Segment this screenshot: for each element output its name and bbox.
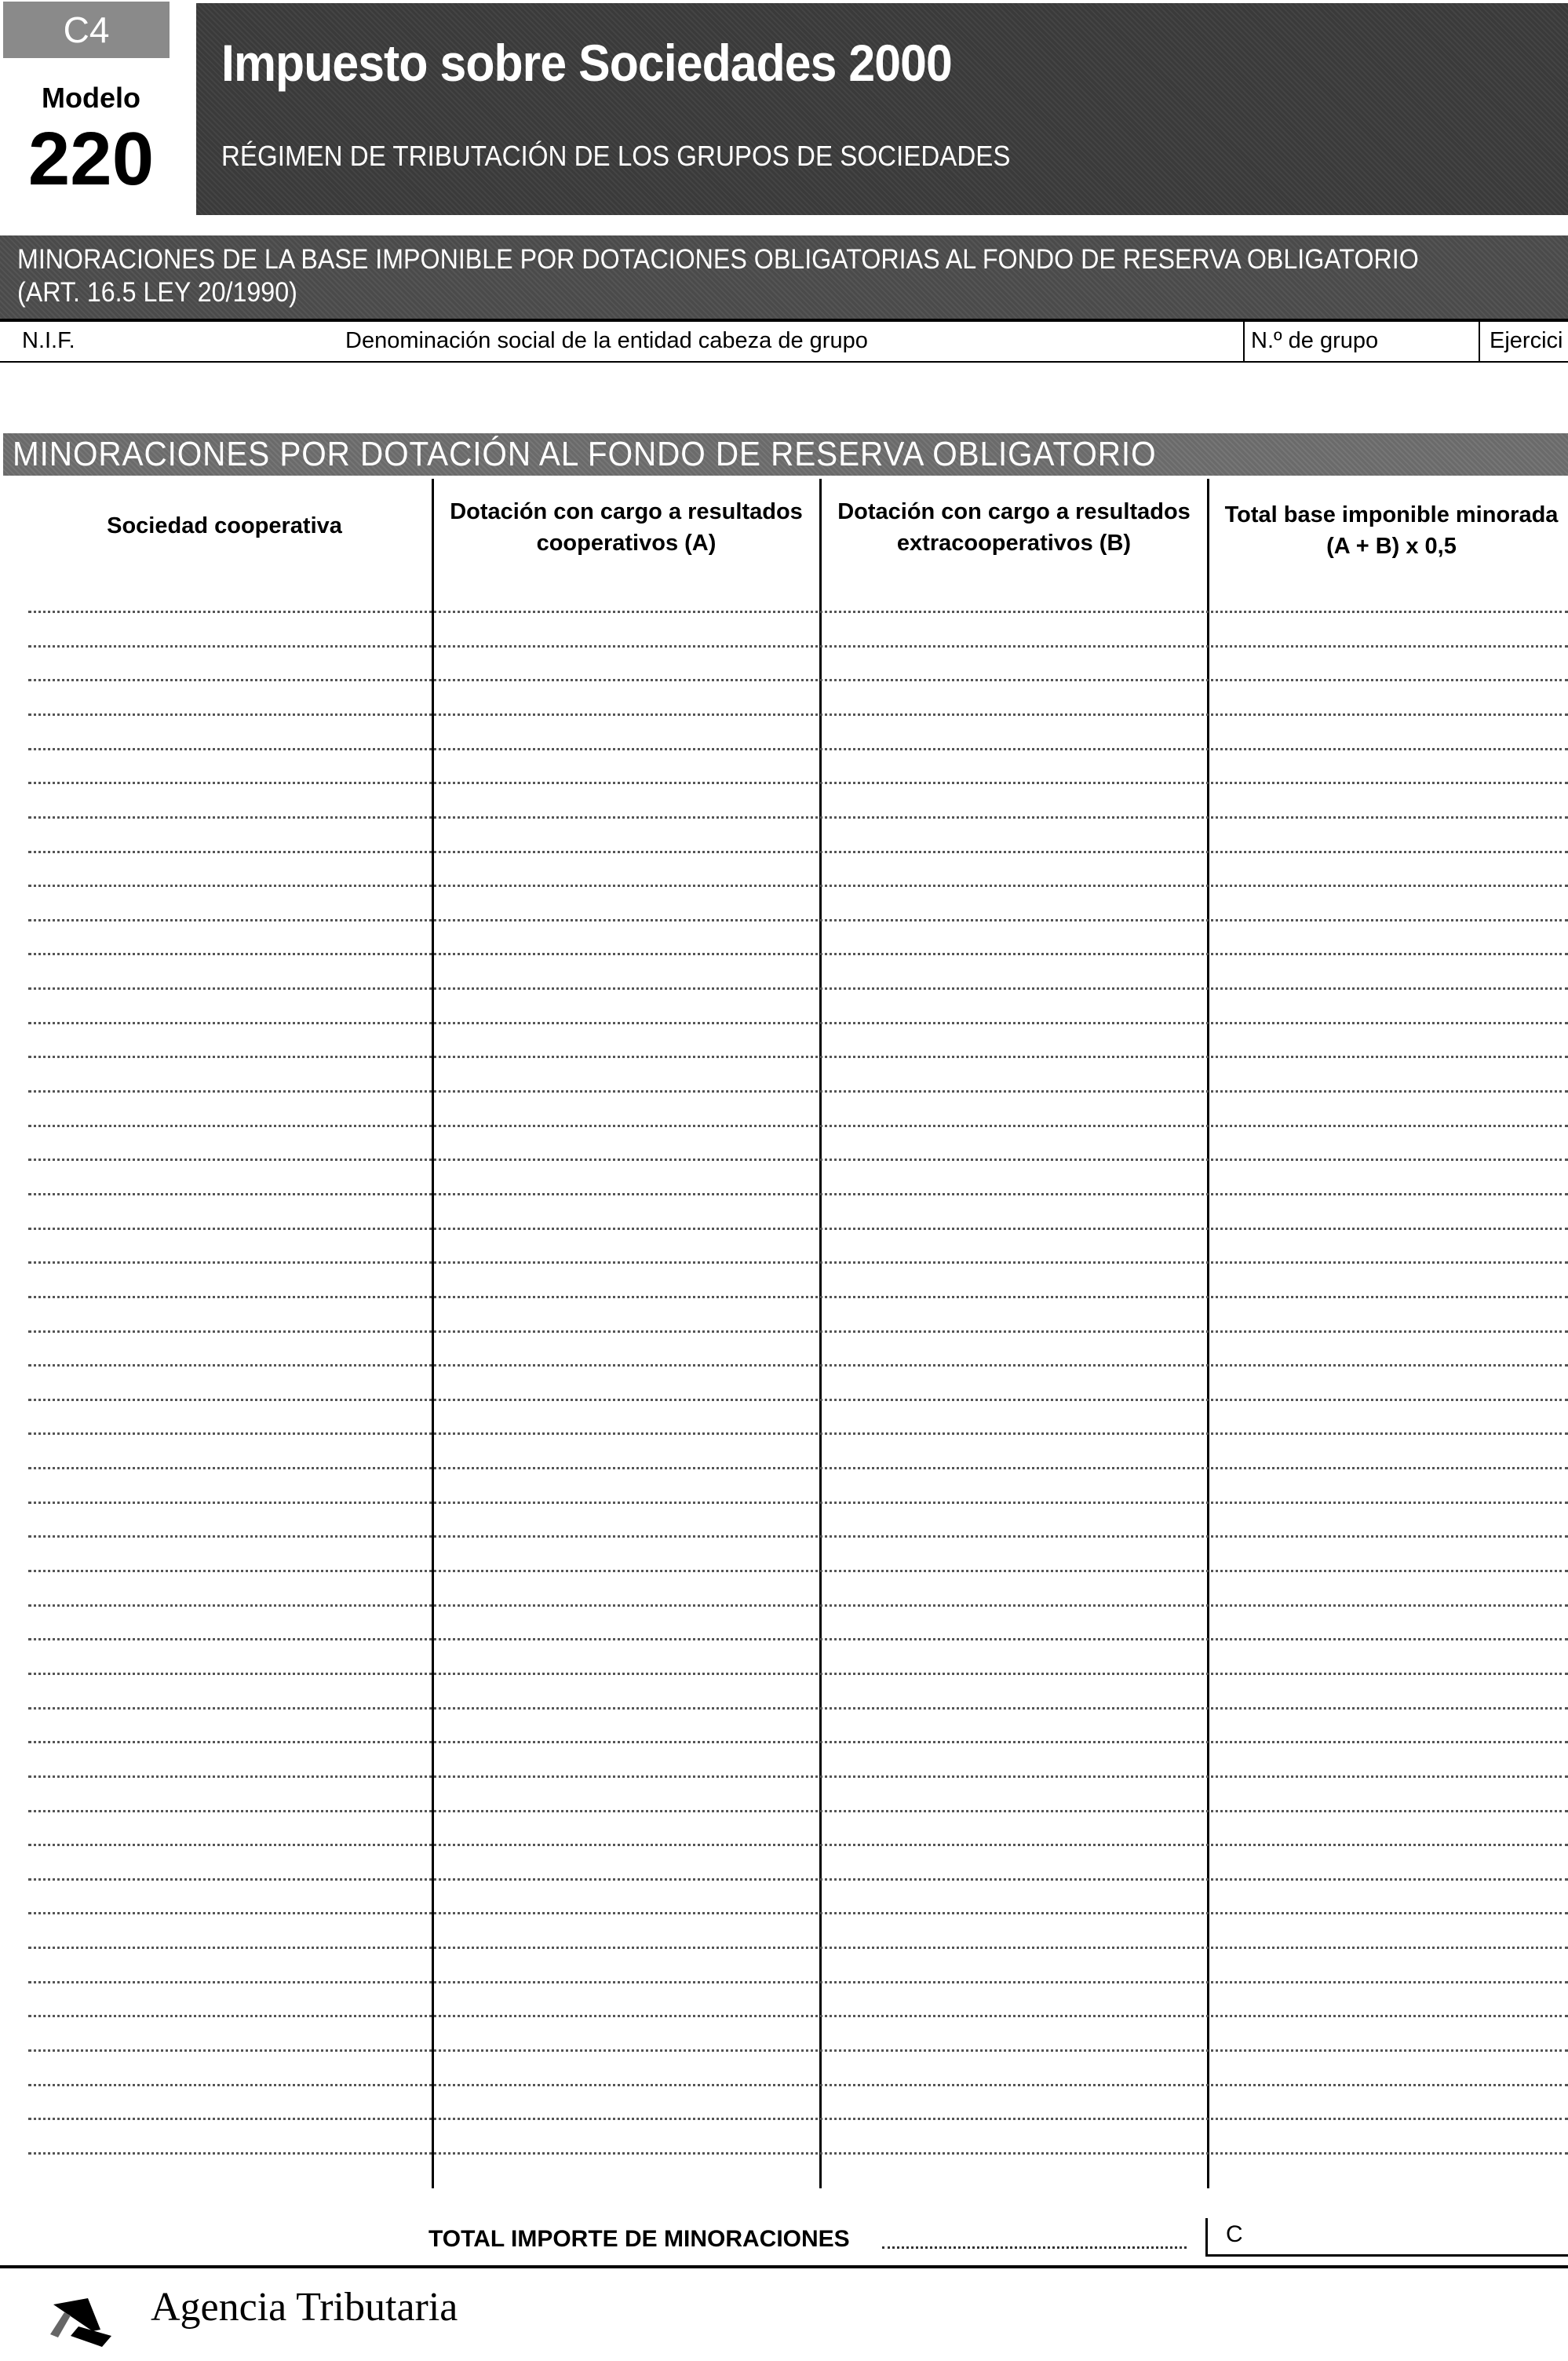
- table-row[interactable]: [28, 1090, 1568, 1093]
- col-header-dotacion-b-line1: Dotación con cargo a resultados: [837, 499, 1191, 524]
- section-band-line-2: (ART. 16.5 LEY 20/1990): [17, 277, 297, 308]
- section-band-text: [17, 243, 1419, 309]
- col-header-total-line2: (A + B) x 0,5: [1326, 534, 1457, 559]
- info-divider-grupo: [1243, 322, 1245, 363]
- minoraciones-title: MINORACIONES POR DOTACIÓN AL FONDO DE RESERVA OBLIGATORIO: [13, 435, 1157, 473]
- table-row[interactable]: [28, 1228, 1568, 1230]
- table-row[interactable]: [28, 2049, 1568, 2052]
- table-row[interactable]: [28, 1673, 1568, 1675]
- col-header-total: [1215, 499, 1568, 562]
- table-row[interactable]: [28, 1022, 1568, 1024]
- modelo-number: 220: [27, 117, 155, 201]
- table-row[interactable]: [28, 1878, 1568, 1881]
- table-row[interactable]: [28, 713, 1568, 716]
- table-row[interactable]: [28, 987, 1568, 990]
- col-header-dotacion-b-line2: extracooperativos (B): [896, 531, 1132, 556]
- col-header-dotacion-a-line1: Dotación con cargo a resultados: [450, 499, 803, 524]
- form-title: Impuesto sobre Sociedades 2000: [221, 34, 952, 92]
- table-row[interactable]: [28, 1467, 1568, 1469]
- table-row[interactable]: [28, 885, 1568, 887]
- table-row[interactable]: [28, 1844, 1568, 1846]
- table-row[interactable]: [28, 1741, 1568, 1743]
- table-row[interactable]: [28, 679, 1568, 681]
- table-row[interactable]: [28, 1159, 1568, 1161]
- model-code: C4: [3, 2, 170, 58]
- total-label: TOTAL IMPORTE DE MINORACIONES: [428, 2226, 850, 2252]
- table-row[interactable]: [28, 1193, 1568, 1195]
- table-row[interactable]: [28, 1981, 1568, 1983]
- table-row[interactable]: [28, 1432, 1568, 1435]
- section-band-line-1: MINORACIONES DE LA BASE IMPONIBLE POR DOTACIONES OBLIGATORIAS AL FONDO DE RESERVA OBLIGATORIO: [17, 244, 1419, 275]
- denominacion-label: Denominación social de la entidad cabeza de grupo: [345, 328, 868, 353]
- table-row[interactable]: [28, 1502, 1568, 1504]
- table-row[interactable]: [28, 1056, 1568, 1058]
- table-row[interactable]: [28, 953, 1568, 955]
- total-input-box[interactable]: [1205, 2218, 1568, 2257]
- divider-bottom: [0, 2265, 1568, 2268]
- col-header-total-line1: Total base imponible minorada: [1224, 502, 1559, 527]
- table-row[interactable]: [28, 1775, 1568, 1778]
- table-row[interactable]: [28, 645, 1568, 648]
- table-row[interactable]: [28, 1604, 1568, 1607]
- col-header-dotacion-b: [824, 496, 1204, 559]
- table-row[interactable]: [28, 1638, 1568, 1640]
- table-row[interactable]: [28, 2118, 1568, 2120]
- divider-top: [0, 319, 1568, 322]
- table-row[interactable]: [28, 611, 1568, 613]
- table-row[interactable]: [28, 1330, 1568, 1333]
- table-row[interactable]: [28, 748, 1568, 750]
- info-row-rule: [0, 361, 1568, 363]
- col-header-sociedad-line1: Sociedad cooperativa: [107, 513, 342, 538]
- table-row[interactable]: [28, 1296, 1568, 1298]
- table-row[interactable]: [28, 1364, 1568, 1367]
- form-subtitle: RÉGIMEN DE TRIBUTACIÓN DE LOS GRUPOS DE SOCIEDADES: [221, 140, 1011, 172]
- table-row[interactable]: [28, 919, 1568, 921]
- table-row[interactable]: [28, 2152, 1568, 2155]
- col-header-dotacion-a-line2: cooperativos (A): [536, 531, 717, 556]
- table-row[interactable]: [28, 1399, 1568, 1401]
- agency-name: Agencia Tributaria: [151, 2285, 458, 2330]
- table-row[interactable]: [28, 1707, 1568, 1710]
- grupo-label: N.º de grupo: [1251, 328, 1379, 353]
- table-row[interactable]: [28, 1535, 1568, 1538]
- table-row[interactable]: [28, 851, 1568, 853]
- total-dotted-leader: [882, 2246, 1187, 2249]
- nif-label: N.I.F.: [22, 328, 75, 353]
- table-row[interactable]: [28, 2084, 1568, 2086]
- table-row[interactable]: [28, 782, 1568, 784]
- table-row[interactable]: [28, 1125, 1568, 1127]
- table-row[interactable]: [28, 1912, 1568, 1914]
- table-row[interactable]: [28, 1947, 1568, 1949]
- table-row[interactable]: [28, 2015, 1568, 2017]
- total-box-letter: C: [1226, 2221, 1243, 2247]
- column-divider-1: [432, 479, 434, 2188]
- ejercicio-label: Ejercici: [1490, 328, 1563, 353]
- column-divider-2: [819, 479, 822, 2188]
- table-row[interactable]: [28, 816, 1568, 819]
- agencia-tributaria-logo-icon: [47, 2281, 126, 2352]
- table-row[interactable]: [28, 1810, 1568, 1812]
- modelo-label: Modelo: [42, 82, 140, 114]
- col-header-dotacion-a: [436, 496, 816, 559]
- column-divider-3: [1207, 479, 1209, 2188]
- info-divider-ejercicio: [1479, 322, 1480, 363]
- col-header-sociedad: [28, 510, 421, 542]
- table-row[interactable]: [28, 1570, 1568, 1572]
- table-row[interactable]: [28, 1261, 1568, 1264]
